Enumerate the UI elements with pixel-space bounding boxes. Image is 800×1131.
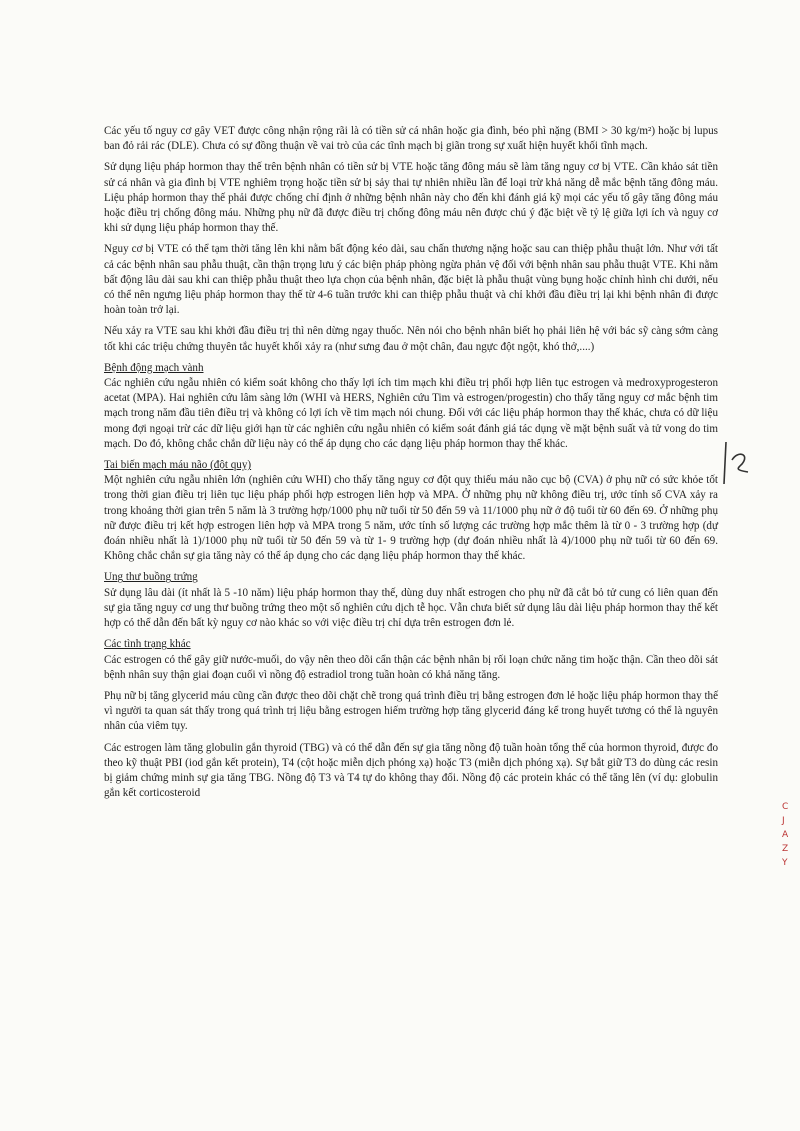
scan-edge-char: J [782, 816, 785, 826]
intro-section [104, 124, 718, 355]
paragraph: Các estrogen làm tăng globulin gắn thyroid (TBG) và có thể dẫn đến sự gia tăng nồng độ tuần hoàn tổng thể của hormon thyroid, được đo theo kỹ thuật PBI (iod gắn kết protein), T4 (cột hoặc miễn dịch phóng xạ) hoặc T3 (miễn dịch phóng xạ). Sự bắt giữ T3 do dùng các resin bị giảm chứng minh sự gia tăng TBG. Nồng độ T3 và T4 tự do không thay đổi. Nồng độ các protein khác có thể tăng lên (ví dụ: globulin gắn kết corticosteroid [104, 741, 718, 800]
section-coronary-artery-disease [104, 361, 718, 452]
scan-edge-char: C [782, 802, 789, 812]
section-heading: Ung thư buồng trứng [104, 571, 198, 584]
scan-edge-char: A [782, 830, 789, 840]
paragraph: Một nghiên cứu ngẫu nhiên lớn (nghiên cứu WHI) cho thấy tăng nguy cơ đột quỵ thiếu máu não cục bộ (CVA) ở phụ nữ có sức khỏe tốt trong thời gian điều trị liên tục liệu pháp phối hợp estrogen liên hợp và MPA. Ở những phụ nữ không điều trị, ước tính số CVA xảy ra trong khoảng thời gian trên 5 năm là 3 trường hợp/1000 phụ nữ tuổi từ 50 đến 59 và 11/1000 phụ nữ ở độ tuổi từ 60 đến 69. Ở những phụ nữ được điều trị kết hợp estrogen liên hợp và MPA trong 5 năm, ước tính số lượng các trường hợp mắc thêm là từ 0 - 3 trường hợp (dự đoán nhiều nhất là 1)/1000 phụ nữ tuổi từ 50 đến 59 và từ 1- 9 trường hợp (dự đoán nhiều nhất là 4)/1000 phụ nữ tuổi từ 60 đến 69. Không chắc chắn sự gia tăng này có thể áp dụng cho các dạng liệu pháp hormon thay thế khác. [104, 474, 718, 563]
paragraph: Phụ nữ bị tăng glycerid máu cũng cần được theo dõi chặt chẽ trong quá trình điều trị bằng estrogen đơn lẻ hoặc liệu pháp hormon thay thế vì người ta quan sát thấy trong quá trình trị liệu bằng estrogen hiếm trường hợp tăng glycerid đáng kể trong huyết tương có thể là nguyên nhân của viêm tụy. [104, 689, 718, 733]
handwritten-mark-icon [720, 440, 754, 486]
paragraph: Các yếu tố nguy cơ gây VET được công nhận rộng rãi là có tiền sử cá nhân hoặc gia đình, béo phì nặng (BMI > 30 kg/m²) hoặc bị lupus ban đỏ rải rác (DLE). Chưa có sự đồng thuận về vai trò của các tĩnh mạch bị giãn trong sự xuất hiện huyết khối tĩnh mạch. [104, 125, 718, 153]
scan-edge-char: Z [782, 844, 789, 854]
paragraph: Các estrogen có thể gây giữ nước-muối, do vậy nên theo dõi cẩn thận các bệnh nhân bị rối loạn chức năng tim hoặc thận. Cần theo dõi sát bệnh nhân suy thận giai đoạn cuối vì nồng độ estradiol trong tuần hoàn có khả năng tăng. [104, 653, 718, 681]
section-heading: Các tình trạng khác [104, 638, 191, 651]
section-other-conditions [104, 637, 718, 801]
document-page [104, 124, 718, 807]
section-heading: Tai biến mạch máu não (đột quỵ) [104, 459, 252, 472]
section-heading: Bệnh động mạch vành [104, 361, 204, 374]
scan-edge-char: Y [782, 858, 788, 868]
paragraph: Các nghiên cứu ngẫu nhiên có kiểm soát không cho thấy lợi ích tim mạch khi điều trị phối hợp liên tục estrogen và medroxyprogesteron acetat (MPA). Hai nghiên cứu lâm sàng lớn (WHI và HERS, Nghiên cứu Tim và estrogen/progestin) cho thấy tăng nguy cơ mắc bệnh tim mạch trong năm đầu tiên điều trị và không có lợi ích về tim mạch nói chung. Đối với các liệu pháp hormon thay thế khác, chưa có dữ liệu mong đợi ngoại trừ các dữ liệu giới hạn từ các nghiên cứu ngẫu nhiên có kiểm soát đánh giá tác dụng về mặt bệnh suất và tử vong do tim mạch. Do đó, không chắc chắn dữ liệu này có thể áp dụng cho các dạng liệu pháp hormon thay thế khác. [104, 377, 718, 450]
section-ovarian-cancer [104, 570, 718, 631]
section-stroke [104, 458, 718, 564]
paragraph: Nguy cơ bị VTE có thể tạm thời tăng lên khi nằm bất động kéo dài, sau chấn thương nặng hoặc sau can thiệp phẫu thuật lớn. Như với tất cả các bệnh nhân sau phẫu thuật, cần thận trọng lưu ý các biện pháp phòng ngừa phản vệ đối với bệnh nhân sau phẫu thuật VTE. Khi nằm bất động lâu dài sau khi can thiệp phẫu thuật theo lựa chọn của bệnh nhân, đặc biệt là phẫu thuật vùng bụng hoặc chỉnh hình chi dưới, nếu có thể nên ngưng liệu pháp hormon thay thế từ 4-6 tuần trước khi can thiệp phẫu thuật và chỉ khởi đầu điều trị lại khi bệnh nhân đi được hoàn toàn trở lại. [104, 243, 718, 317]
paragraph: Sử dụng lâu dài (ít nhất là 5 -10 năm) liệu pháp hormon thay thế, dùng duy nhất estrogen cho phụ nữ đã cắt bỏ tử cung có liên quan đến sự gia tăng nguy cơ ung thư buồng trứng theo một số nghiên cứu dịch tễ học. Vẫn chưa biết sử dụng lâu dài liệu pháp hormon thay thế kết hợp có thể dẫn đến bất kỳ nguy cơ nào khác so với việc điều trị chỉ dựa trên estrogen đơn lẻ. [104, 586, 718, 630]
paragraph: Sử dụng liệu pháp hormon thay thế trên bệnh nhân có tiền sử bị VTE hoặc tăng đông máu sẽ làm tăng nguy cơ bị VTE. Cần khảo sát tiền sử cá nhân và gia đình bị VTE nghiêm trọng hoặc tiền sử bị sảy thai tự nhiên nhiều lần để loại trừ khả năng dễ mắc bệnh tăng đông máu. Liệu pháp hormon thay thế phải được chống chỉ định ở những bệnh nhân này cho đến khi đánh giá kỹ mọi các yếu tố gây tăng đông máu hoặc điều trị chống đông máu. Những phụ nữ đã được điều trị chống đông máu nên được chú ý đặc biệt về tỷ lệ giữa lợi ích và nguy cơ khi sử dụng liệu pháp hormon thay thế. [104, 161, 718, 235]
paragraph: Nếu xảy ra VTE sau khi khởi đầu điều trị thì nên dừng ngay thuốc. Nên nói cho bệnh nhân biết họ phải liên hệ với bác sỹ càng sớm càng tốt khi các triệu chứng thuyên tắc huyết khối xảy ra (như sưng đau ở một chân, đau ngực đột ngột, khó thở,....) [104, 325, 718, 353]
scan-edge-artifact [782, 800, 800, 910]
